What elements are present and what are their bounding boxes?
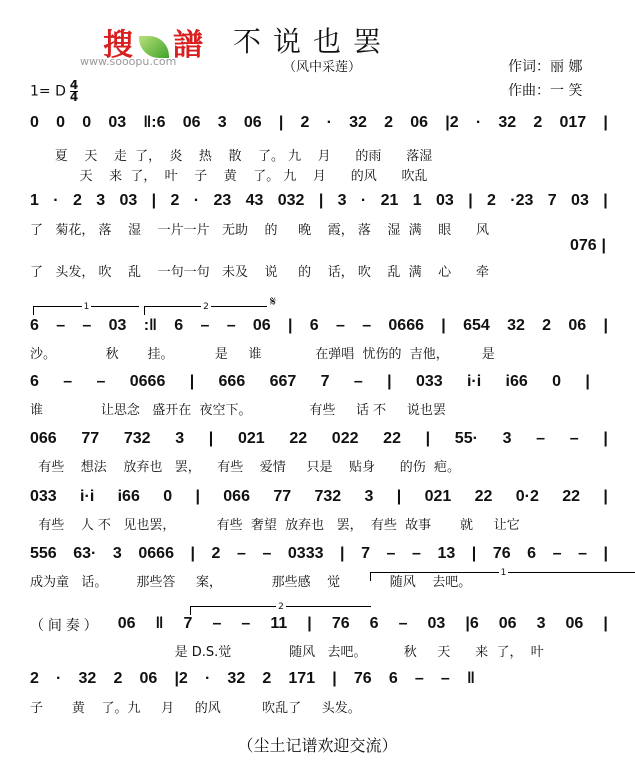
note-group: 021 xyxy=(237,430,265,447)
note-group: 32 xyxy=(78,670,97,687)
note-group: 0666 xyxy=(129,373,166,390)
note-group: 066 xyxy=(223,488,250,505)
note-group: 032 xyxy=(277,192,305,209)
lyrics-line: 成为童 话。 那些答 案， 那些感 觉 随风 去吧。 xyxy=(30,575,472,590)
note-group: 77 xyxy=(81,430,100,447)
note-group: ‖ xyxy=(155,615,164,632)
note-group: 32 xyxy=(349,114,367,131)
note-group: 033 xyxy=(415,373,443,390)
note-group: |2 xyxy=(445,114,459,131)
note-group: |6 xyxy=(465,615,479,632)
note-group: 3 xyxy=(96,192,106,209)
note-group: · xyxy=(193,192,200,209)
notation-row xyxy=(30,430,608,448)
lyrics-line: 夏 天 走 了， 炎 热 散 了。 九 月 的雨 落湿 xyxy=(30,149,433,164)
lyrics-line: 有些 人 不 见也罢， 有些 奢望 放弃也 罢， 有些 故事 就 让它 xyxy=(30,518,520,533)
note-group: | xyxy=(603,192,608,209)
note-group: 06 xyxy=(117,615,136,632)
note-group: | xyxy=(189,373,195,390)
note-group: 021 xyxy=(424,488,452,505)
note-group: 3 xyxy=(112,545,122,562)
site-url: www.sooopu.com xyxy=(80,55,177,68)
note-group: | xyxy=(603,430,608,447)
note-group: 3 xyxy=(502,430,512,447)
lyrics-line: 子 黄 了。九 月 的风 吹乱了 头发。 xyxy=(30,701,361,716)
note-group: | xyxy=(603,545,608,562)
note-group: i·i xyxy=(466,373,482,390)
volta-1b xyxy=(370,568,635,581)
note-group: – xyxy=(569,430,579,447)
note-group: | xyxy=(387,373,392,390)
segno-icon: 𝄋 xyxy=(270,294,277,310)
note-group: – xyxy=(335,317,345,334)
note-group: · xyxy=(360,192,367,209)
note-group: 2 xyxy=(211,545,221,562)
logo-text: 譜 xyxy=(173,28,205,63)
note-group: – xyxy=(63,373,73,390)
note-group: 6 xyxy=(369,615,379,632)
note-group: 2 xyxy=(30,670,39,687)
note-group: | xyxy=(425,430,431,447)
note-group: · xyxy=(475,114,482,131)
volta-label: 1 xyxy=(500,568,507,578)
note-group: i·i xyxy=(80,488,95,505)
notation-row xyxy=(30,373,590,391)
notation-row xyxy=(30,670,475,688)
note-group: ‖ xyxy=(466,670,475,687)
notation-row xyxy=(30,114,608,132)
note-group: – xyxy=(212,615,222,632)
note-group: 6 xyxy=(30,373,39,390)
note-group: 2 xyxy=(170,192,180,209)
volta-2 xyxy=(144,302,267,315)
note-group: | xyxy=(603,488,608,505)
key-signature xyxy=(30,80,78,103)
note-group: – xyxy=(237,545,246,562)
note-group: – xyxy=(536,430,546,447)
lyrics-line: 沙。 秋 挂。 是 谁 在弹唱 忧伤的 吉他， 是 xyxy=(30,347,495,362)
note-group: 0 xyxy=(552,373,562,390)
note-group: i66 xyxy=(505,373,528,390)
note-group: | xyxy=(471,545,477,562)
note-group: | xyxy=(603,114,608,131)
note-group: – xyxy=(262,545,272,562)
note-group: | xyxy=(468,192,473,209)
note-group: 3 xyxy=(536,615,546,632)
note-group: 0666 xyxy=(388,317,424,334)
note-group: 171 xyxy=(288,670,316,687)
note-group: 7 xyxy=(547,192,557,209)
note-group: 667 xyxy=(269,373,297,390)
note-group: 033 xyxy=(30,488,57,505)
note-group: – xyxy=(362,317,372,334)
note-group: 7 xyxy=(183,615,193,632)
note-group: – xyxy=(200,317,210,334)
notation-row xyxy=(30,545,608,563)
note-group: | xyxy=(603,615,608,632)
note-group: 017 xyxy=(559,114,587,131)
notation-row xyxy=(30,488,608,506)
note-group: （ 间 奏 ） xyxy=(30,617,98,633)
note-group: 2 xyxy=(542,317,552,334)
volta-label: 2 xyxy=(203,302,209,312)
note-group: 2 xyxy=(262,670,272,687)
time-signature xyxy=(70,80,78,103)
note-group: | xyxy=(603,317,608,334)
notation-row xyxy=(30,317,608,335)
lyricist: 作词：丽 娜 xyxy=(508,59,583,75)
note-group: i66 xyxy=(117,488,140,505)
note-group: 03 xyxy=(108,317,127,334)
note-group: 22 xyxy=(562,488,581,505)
note-group: | xyxy=(190,545,195,562)
note-group: 2 xyxy=(113,670,123,687)
logo-text: 搜 xyxy=(103,28,135,63)
key: 1= D xyxy=(30,83,66,100)
volta-1 xyxy=(33,302,139,315)
note-group: 3 xyxy=(337,192,347,209)
note-group: 32 xyxy=(507,317,525,334)
notation-row xyxy=(570,237,606,255)
note-group: 0 xyxy=(163,488,173,505)
note-group: · xyxy=(56,670,62,687)
volta-label: 1 xyxy=(83,302,90,312)
note-group: 6 xyxy=(388,670,398,687)
note-group: | xyxy=(151,192,157,209)
note-group: 43 xyxy=(245,192,264,209)
note-group: 3 xyxy=(175,430,185,447)
note-group: 6 xyxy=(527,545,537,562)
note-group: 03 xyxy=(436,192,454,209)
note-group: 1 xyxy=(412,192,422,209)
note-group: 3 xyxy=(217,114,227,131)
note-group: – xyxy=(411,545,421,562)
note-group: ‖:6 xyxy=(143,114,166,131)
note-group: 63· xyxy=(73,545,97,562)
note-group: · xyxy=(204,670,211,687)
note-group: 2 xyxy=(533,114,543,131)
note-group: 7 xyxy=(361,545,370,562)
note-group: · xyxy=(326,114,332,131)
note-group: – xyxy=(440,670,450,687)
note-group: 2 xyxy=(72,192,82,209)
note-group: 06 xyxy=(139,670,158,687)
note-group: – xyxy=(56,317,66,334)
time-top: 4 xyxy=(69,78,79,92)
note-group: – xyxy=(578,545,587,562)
note-group: 2 xyxy=(300,114,310,131)
lyrics-line: 有些 想法 放弃也 罢， 有些 爱情 只是 贴身 的伤 疤。 xyxy=(30,460,461,475)
note-group: | xyxy=(396,488,402,505)
lyrics-line: 是 D.S.觉 随风 去吧。 秋 天 来 了， 叶 xyxy=(30,645,544,660)
note-group: 77 xyxy=(273,488,292,505)
lyrics-line: 了 头发， 吹 乱 一句一句 未及 说 的 话， 吹 乱 满 心 牵 xyxy=(30,265,489,280)
note-group: – xyxy=(386,545,396,562)
note-group: 21 xyxy=(380,192,399,209)
note-group: 732 xyxy=(123,430,151,447)
note-group: 13 xyxy=(437,545,456,562)
note-group: – xyxy=(353,373,363,390)
note-group: – xyxy=(82,317,92,334)
note-group: 7 xyxy=(320,373,330,390)
note-group: 76 xyxy=(353,670,372,687)
note-group: ·23 xyxy=(510,192,534,209)
note-group: 06 xyxy=(243,114,262,131)
note-group: 6 xyxy=(30,317,39,334)
note-group: 23 xyxy=(213,192,232,209)
note-group: :‖ xyxy=(143,317,157,334)
note-group: 11 xyxy=(270,615,288,632)
note-group: | xyxy=(340,545,345,562)
note-group: 0666 xyxy=(138,545,174,562)
note-group: – xyxy=(398,615,408,632)
note-group: 732 xyxy=(314,488,342,505)
lyrics-line: 了 菊花， 落 湿 一片一片 无助 的 晚 霞， 落 湿 满 眼 风 xyxy=(30,223,489,238)
note-group: 022 xyxy=(331,430,359,447)
note-group: · xyxy=(53,192,59,209)
note-group: 666 xyxy=(218,373,246,390)
note-group: |2 xyxy=(174,670,188,687)
note-group: 03 xyxy=(427,615,446,632)
notation-row xyxy=(30,192,608,210)
note-group: | xyxy=(441,317,446,334)
note-group: 32 xyxy=(227,670,246,687)
note-group: | xyxy=(332,670,337,687)
note-group: | xyxy=(318,192,324,209)
note-group: – xyxy=(552,545,562,562)
note-group: 76 xyxy=(331,615,350,632)
song-title: 不说也罢 xyxy=(233,25,394,58)
note-group: 0 xyxy=(82,114,92,131)
note-group: 22 xyxy=(383,430,401,447)
note-group: 2 xyxy=(487,192,496,209)
subtitle: （风中采莲） xyxy=(283,60,362,75)
notation-row xyxy=(30,615,608,635)
volta-2b xyxy=(190,602,371,615)
note-group: | xyxy=(288,317,293,334)
note-group: – xyxy=(414,670,424,687)
note-group: 0 xyxy=(56,114,66,131)
note-group: 32 xyxy=(498,114,517,131)
note-group: 654 xyxy=(463,317,490,334)
note-group: 22 xyxy=(474,488,493,505)
note-group: | xyxy=(278,114,284,131)
note-group: | xyxy=(307,615,312,632)
note-group: 6 xyxy=(309,317,319,334)
time-bottom: 4 xyxy=(69,90,79,104)
note-group: – xyxy=(96,373,106,390)
footer-note: （尘土记谱欢迎交流） xyxy=(237,736,398,755)
lyrics-line: 谁 让思念 盛开在 夜空下。 有些 话 不 说也罢 xyxy=(30,403,446,418)
note-group: 03 xyxy=(119,192,138,209)
volta-label: 2 xyxy=(278,602,284,612)
note-group: 2 xyxy=(384,114,394,131)
note-group: – xyxy=(241,615,251,632)
note-group: 076 xyxy=(570,237,597,254)
note-group: 22 xyxy=(289,430,308,447)
note-group: 03 xyxy=(571,192,589,209)
note-group: 06 xyxy=(498,615,517,632)
composer: 作曲：一 笑 xyxy=(508,83,583,99)
note-group: 3 xyxy=(364,488,374,505)
note-group: | xyxy=(601,237,606,254)
note-group: | xyxy=(195,488,200,505)
note-group: 0333 xyxy=(287,545,324,562)
note-group: 06 xyxy=(410,114,429,131)
note-group: 1 xyxy=(30,192,39,209)
note-group: 556 xyxy=(30,545,57,562)
note-group: 06 xyxy=(568,317,587,334)
note-group: 6 xyxy=(174,317,184,334)
note-group: | xyxy=(208,430,214,447)
note-group: 066 xyxy=(30,430,57,447)
note-group: 0·2 xyxy=(515,488,539,505)
note-group: | xyxy=(585,373,590,390)
note-group: 06 xyxy=(182,114,201,131)
note-group: 06 xyxy=(565,615,584,632)
note-group: – xyxy=(226,317,236,334)
note-group: 03 xyxy=(108,114,127,131)
note-group: 0 xyxy=(30,114,39,131)
note-group: 06 xyxy=(252,317,271,334)
note-group: 55· xyxy=(454,430,478,447)
lyrics-line: 天 来 了， 叶 子 黄 了。 九 月 的风 吹乱 xyxy=(30,169,428,184)
note-group: 76 xyxy=(492,545,511,562)
